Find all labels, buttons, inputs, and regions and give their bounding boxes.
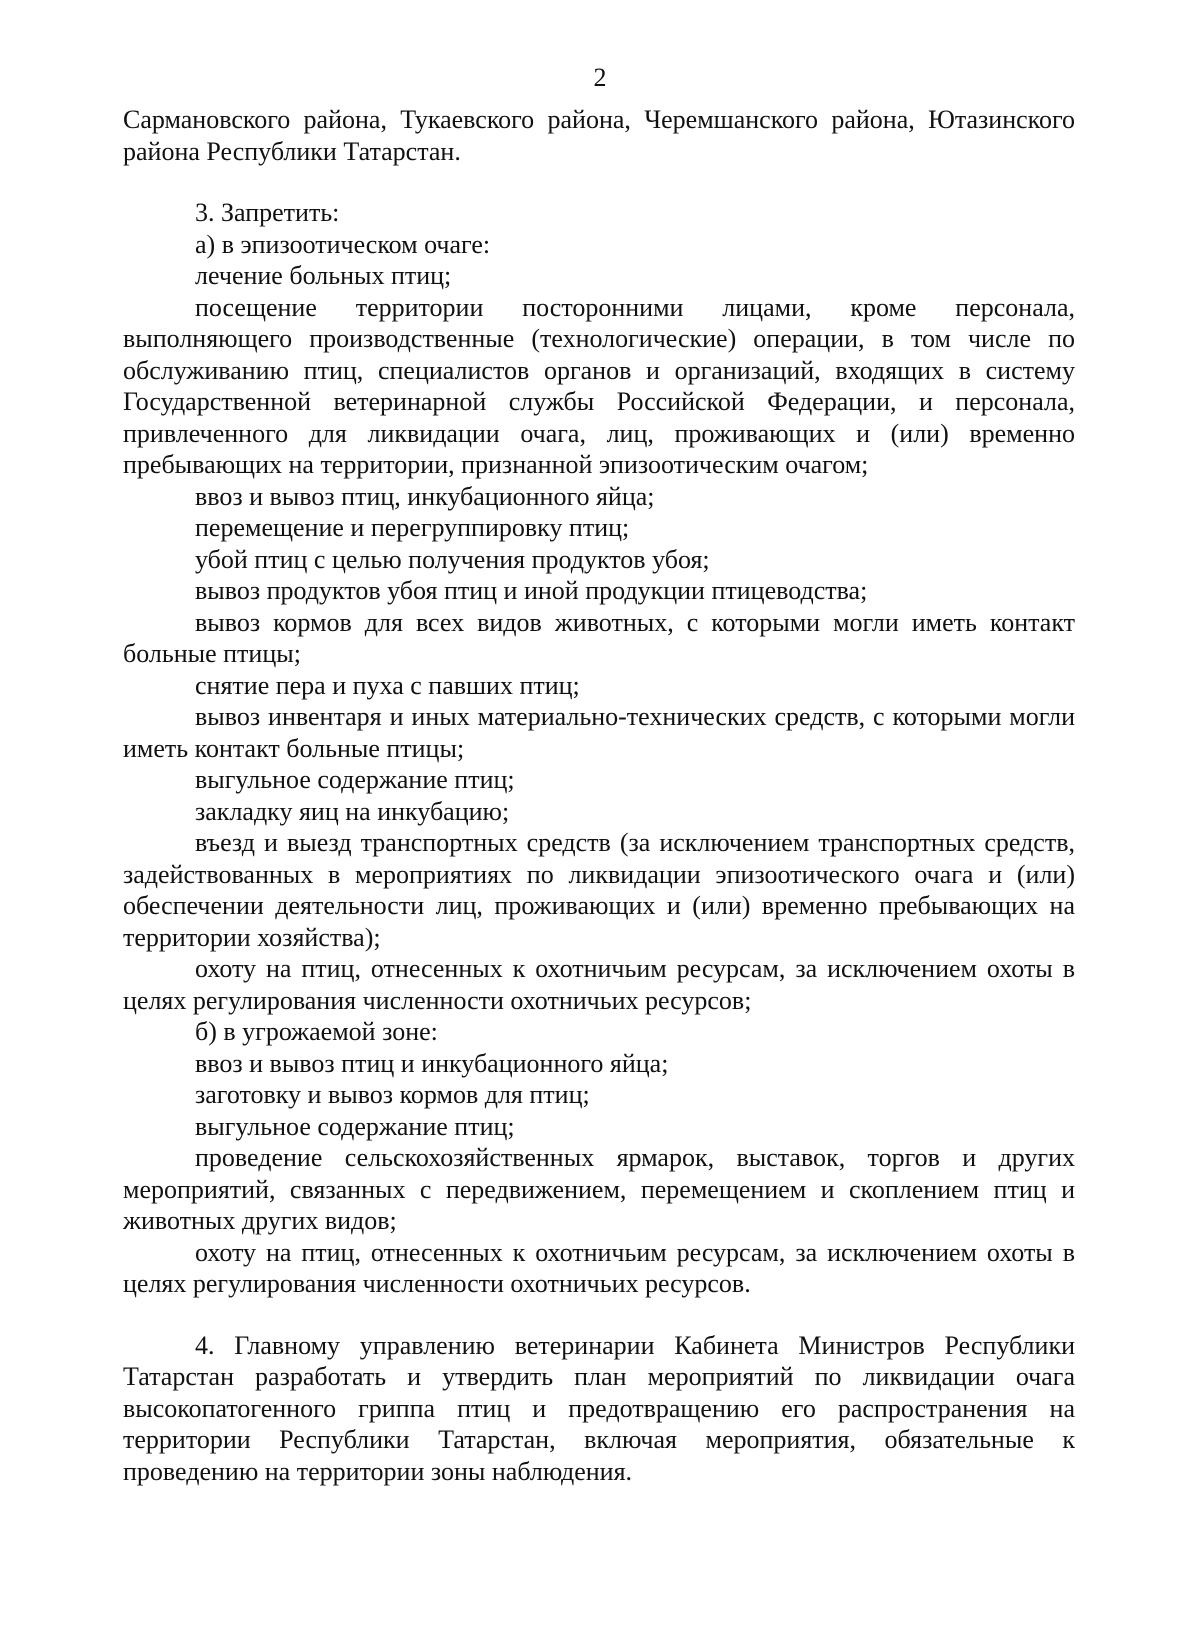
document-body xyxy=(123,104,1075,1487)
paragraph-item-4: 4. Главному управлению ветеринарии Кабинета Министров Республики Татарстан разработать и утвердить план мероприятий по ликвидации очага высокопатогенного гриппа птиц и предотвращению его распространения на территории Республики Татарстан, включая мероприятия, обязательные к проведению на территории зоны наблюдения. xyxy=(123,1330,1075,1486)
paragraph-list-item: ввоз и вывоз птиц, инкубационного яйца; xyxy=(195,481,655,511)
paragraph-list-item: ввоз и вывоз птиц и инкубационного яйца; xyxy=(195,1048,669,1078)
paragraph-districts-continuation: Сармановского района, Тукаевского района, Черемшанского района, Ютазинского района Республики Татарстан. xyxy=(123,105,1075,166)
paragraph-item-3-heading: 3. Запретить: xyxy=(195,198,340,227)
paragraph-list-item: закладку яиц на инкубацию; xyxy=(195,796,510,826)
paragraph-list-item: посещение территории посторонними лицами, кроме персонала, выполняющего производственные (технологические) операции, в том числе по обслуживанию птиц, специалистов органов и организаций, входящих в систему Государственной ветеринарной службы Российской Федерации, и персонала, привлеченного для ликвидации очага, лиц, проживающих и (или) временно пребывающих на территории, признанной эпизоотическим очагом; xyxy=(123,292,1075,479)
paragraph-list-item: заготовку и вывоз кормов для птиц; xyxy=(195,1080,590,1109)
paragraph-list-item: перемещение и перегруппировку птиц; xyxy=(195,513,630,542)
paragraph-list-item: въезд и выезд транспортных средств (за исключением транспортных средств, задействованных в мероприятиях по ликвидации эпизоотического очага и (или) обеспечении деятельности лиц, проживающих и (или) временно пребывающих на территории хозяйства); xyxy=(123,828,1075,952)
page-number: 2 xyxy=(593,63,607,92)
paragraph-list-item: вывоз кормов для всех видов животных, с которыми могли иметь контакт больные птицы; xyxy=(123,607,1075,668)
paragraph-list-item: проведение сельскохозяйственных ярмарок, выставок, торгов и других мероприятий, связанных с передвижением, перемещением и скоплением птиц и животных других видов; xyxy=(123,1143,1075,1235)
paragraph-subitem-b-heading: б) в угрожаемой зоне: xyxy=(195,1017,438,1046)
paragraph-subitem-a-heading: а) в эпизоотическом очаге: xyxy=(195,229,491,259)
paragraph-list-item: вывоз инвентаря и иных материально-технических средств, с которыми могли иметь контакт больные птицы; xyxy=(123,702,1075,763)
paragraph-list-item: выгульное содержание птиц; xyxy=(195,1111,515,1141)
paragraph-list-item: охоту на птиц, отнесенных к охотничьим ресурсам, за исключением охоты в целях регулирования численности охотничьих ресурсов; xyxy=(123,954,1075,1015)
paragraph-list-item: вывоз продуктов убоя птиц и иной продукции птицеводства; xyxy=(195,576,868,605)
paragraph-list-item: охоту на птиц, отнесенных к охотничьим ресурсам, за исключением охоты в целях регулирования численности охотничьих ресурсов. xyxy=(123,1237,1075,1298)
paragraph-list-item: лечение больных птиц; xyxy=(195,261,452,290)
paragraph-list-item: выгульное содержание птиц; xyxy=(195,765,515,794)
paragraph-list-item: снятие пера и пуха с павших птиц; xyxy=(195,670,580,700)
paragraph-list-item: убой птиц с целью получения продуктов убоя; xyxy=(195,544,710,574)
